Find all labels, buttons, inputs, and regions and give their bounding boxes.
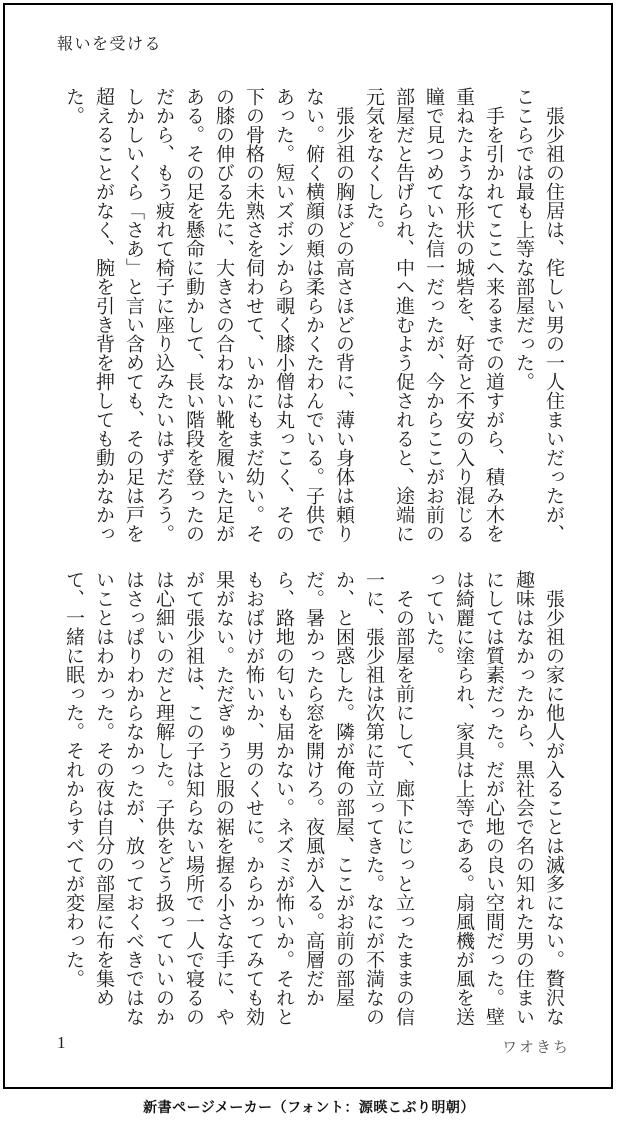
paragraph: その部屋を前にして、廊下にじっと立ったままの信一に、張少祖は次第に苛立ってきた。なにが不満なのか、と困惑した。隣が俺の部屋、ここがお前の部屋だ。暑かったら窓を開けろ。夜風が入る。高層だから、路地の匂いも届かない。ネズミが怖いか。それともおばけが怖いか、男のくせに。からかってみても効果がない。ただぎゅうと服の裾を握る小さな手に、やがて張少祖は、この子は知らない場所で一人で寝るのは心細いのだと理解した。子供をどう扱っていいのかはさっぱりわからなかったが、放っておくべきではないことはわかった。その夜は自分の部屋に布を集めて、一緒に眠った。それからすべてが変わった。 <box>63 570 414 1026</box>
paragraph: 張少祖の胸ほどの高さほどの背に、薄い身体は頼りない。俯く横顔の頬は柔らかくたわんでいる。子供であった。短いズボンから覗く膝小僧は丸っこく、その下の骨格の未熟さを伺わせて、いかにもまだ幼い。その膝の伸びる先に、大きさの合わない靴を履いた足がある。その足を懸命に動かして、長い階段を登ったのだから、もう疲れて椅子に座り込みたいはずだろう。しかしいくら「さあ」と言い含めても、その足は戸を超えることがなく、腕を引き背を押しても動かなかった。 <box>63 87 354 543</box>
page-number: 1 <box>57 1033 66 1052</box>
text-block-upper <box>56 87 568 549</box>
generator-caption: 新書ページメーカー（フォント：源暎こぶり明朝） <box>143 1101 475 1116</box>
paragraph: 張少祖の住居は、侘しい男の一人住まいだったが、ここらでは最も上等な部屋だった。 <box>513 87 564 543</box>
text-block-lower <box>56 570 568 1032</box>
paragraph: 手を引かれてここへ来るまでの道すがら、積み木を重ねたような形状の城砦を、好奇と不安の入り混じる瞳で見つめていた信一だったが、今からここがお前の部屋だと告げられ、中へ進むよう促されると、途端に元気をなくした。 <box>363 87 504 543</box>
paragraph: 張少祖の家に他人が入ることは滅多にない。贅沢な趣味はなかったから、黒社会で名の知れた男の住まいにしては質素だった。だが心地の良い空間だった。壁は綺麗に塗られ、家具は上等である。扇風機が風を送っていた。 <box>423 570 564 1026</box>
page-title: 報いを受ける <box>57 36 163 53</box>
author-name: ワオきち <box>501 1040 570 1056</box>
novel-page <box>3 3 613 1089</box>
